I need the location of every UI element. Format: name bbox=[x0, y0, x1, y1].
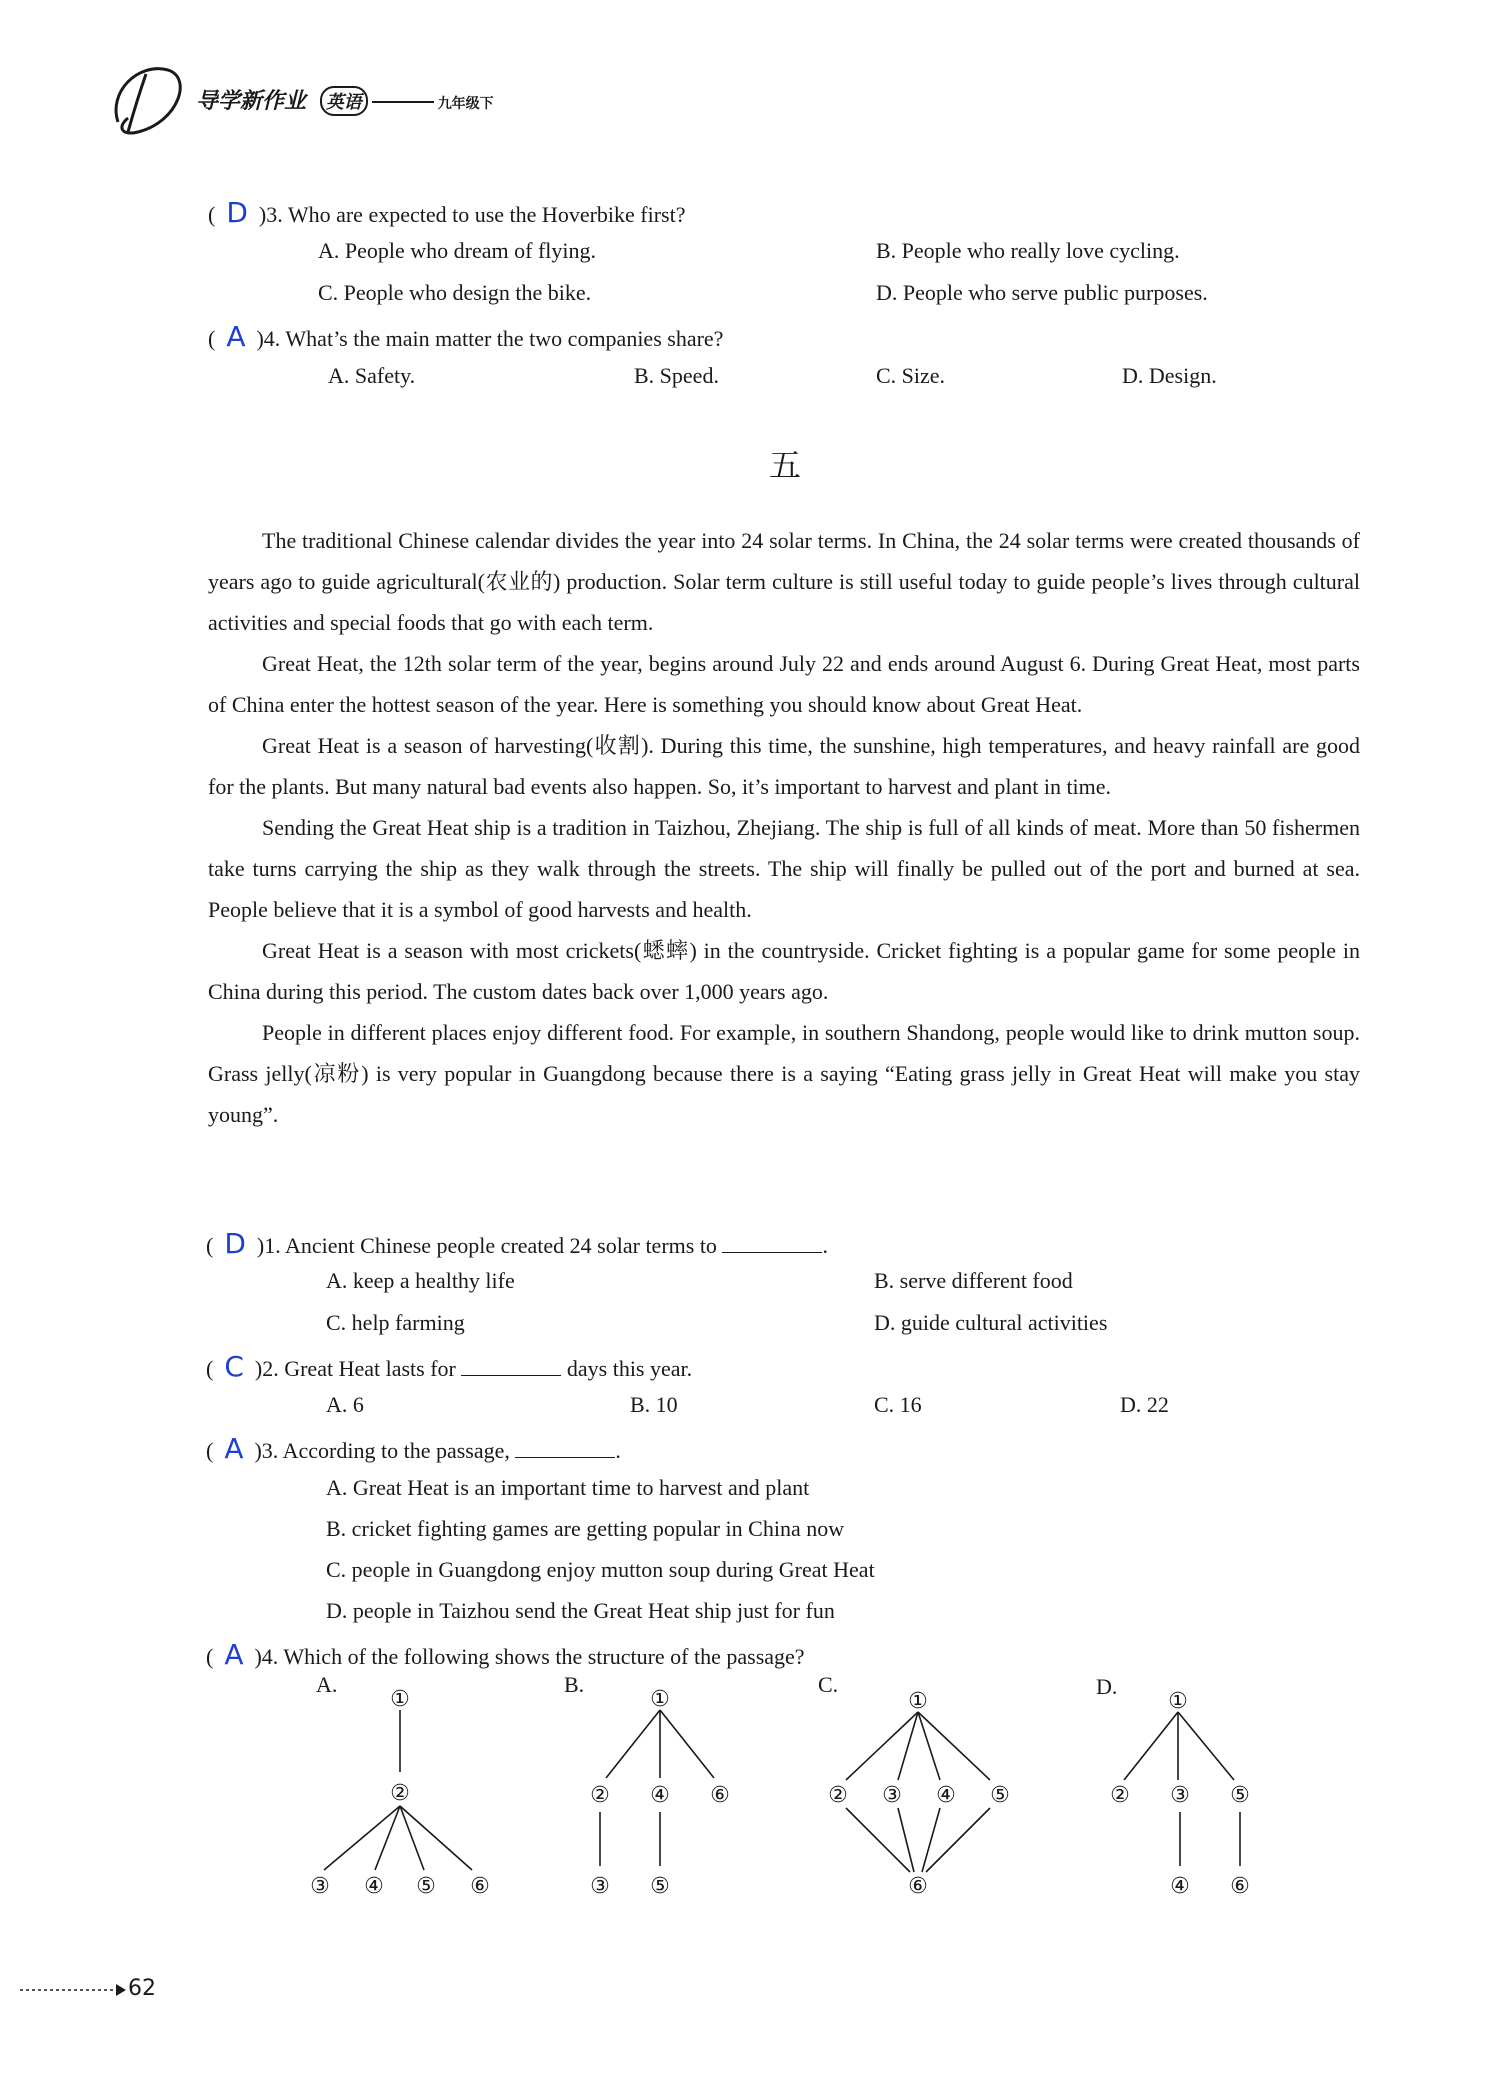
diagram-node: ⑥ bbox=[710, 1783, 730, 1808]
question-number: )2. bbox=[254, 1356, 279, 1381]
diagram-edge bbox=[926, 1808, 990, 1872]
passage-paragraph: Sending the Great Heat ship is a tradition in Taizhou, Zhejiang. The ship is full of all kinds of meat. More than 50 fishermen take turns carrying the ship as they walk through the streets. The ship will finally be pulled out of the port and burned at sea. People believe that it is a symbol of good harvests and health. bbox=[208, 815, 1360, 922]
diagram-node: ⑤ bbox=[416, 1874, 436, 1899]
question-row: ( A )4. Which of the following shows the structure of the passage? bbox=[206, 1638, 805, 1671]
passage-paragraph: Great Heat, the 12th solar term of the year, begins around July 22 and ends around August 6. During Great Heat, most parts of China enter the hottest season of the year. Here is something you should know about Great Heat. bbox=[208, 651, 1360, 717]
page-arrow-icon bbox=[116, 1984, 126, 1996]
option-c: C. 16 bbox=[874, 1392, 922, 1417]
question-row: ( D )1. Ancient Chinese people created 24 solar terms to . bbox=[206, 1227, 828, 1260]
question-number: )3. bbox=[254, 1438, 279, 1463]
passage-paragraph: The traditional Chinese calendar divides the year into 24 solar terms. In China, the 24 solar terms were created thousands of years ago to guide agricultural(农业的) production. Solar term culture is still useful today to guide people’s lives through cultural activities and special foods that go with each term. bbox=[208, 528, 1360, 635]
option-c: C. People who design the bike. bbox=[318, 280, 592, 305]
option-a: A. keep a healthy life bbox=[326, 1268, 515, 1293]
option-a: A. People who dream of flying. bbox=[318, 238, 596, 263]
diagram-node: ⑤ bbox=[990, 1783, 1010, 1808]
question-number: )3. bbox=[258, 202, 283, 227]
logo-letter: D bbox=[138, 74, 172, 125]
diagram-node: ③ bbox=[310, 1874, 330, 1899]
option-c: C. Size. bbox=[876, 363, 946, 388]
option-b: B. serve different food bbox=[874, 1268, 1073, 1293]
option-d: D. Design. bbox=[1122, 363, 1217, 388]
option-b: B. 10 bbox=[630, 1392, 678, 1417]
diagram-node: ① bbox=[650, 1687, 670, 1712]
option-c: C. help farming bbox=[326, 1310, 465, 1335]
answer-mark: A bbox=[226, 320, 246, 353]
diagram-node: ① bbox=[908, 1689, 928, 1714]
option-b: B. cricket fighting games are getting popular in China now bbox=[326, 1516, 845, 1541]
section-title: 五 bbox=[768, 446, 801, 484]
question-stem: Which of the following shows the structure of the passage? bbox=[283, 1644, 805, 1669]
option-d: D. 22 bbox=[1120, 1392, 1169, 1417]
diagram-node: ⑤ bbox=[650, 1874, 670, 1899]
diagram-node: ⑥ bbox=[908, 1874, 928, 1899]
diagram-node: ④ bbox=[650, 1783, 670, 1808]
diagram-node: ① bbox=[1168, 1689, 1188, 1714]
option-a: A. Safety. bbox=[328, 363, 416, 388]
question-number: )4. bbox=[254, 1644, 279, 1669]
passage-paragraph: People in different places enjoy different food. For example, in southern Shandong, people would like to drink mutton soup. Grass jelly(凉粉) is very popular in Guangdong because there is a saying “Eating grass jelly in Great Heat will make you stay young”. bbox=[208, 1020, 1360, 1127]
diagram-node: ③ bbox=[882, 1783, 902, 1808]
question-number: )1. bbox=[256, 1233, 281, 1258]
diagram-edge bbox=[1124, 1712, 1178, 1780]
diagram-node: ② bbox=[828, 1783, 848, 1808]
diagram-label-d: D. bbox=[1096, 1674, 1118, 1699]
diagram-node: ④ bbox=[936, 1783, 956, 1808]
diagram-edge bbox=[400, 1806, 472, 1870]
answer-mark: A bbox=[224, 1432, 244, 1465]
option-a: A. 6 bbox=[326, 1392, 364, 1417]
question-stem: Great Heat lasts for bbox=[284, 1356, 456, 1381]
question-stem: Who are expected to use the Hoverbike first? bbox=[287, 202, 686, 227]
diagram-node: ⑤ bbox=[1230, 1783, 1250, 1808]
diagram-node: ② bbox=[590, 1783, 610, 1808]
question-row: ( D )3. Who are expected to use the Hoverbike first? bbox=[208, 196, 686, 229]
diagram-edge bbox=[1178, 1712, 1234, 1780]
diagram-node: ① bbox=[390, 1687, 410, 1712]
answer-mark: D bbox=[226, 196, 248, 229]
question-stem: Ancient Chinese people created 24 solar terms to bbox=[285, 1233, 717, 1258]
option-a: A. Great Heat is an important time to harvest and plant bbox=[326, 1475, 810, 1500]
diagram-label-b: B. bbox=[564, 1672, 585, 1697]
question-stem: According to the passage, bbox=[282, 1438, 510, 1463]
diagram-edge bbox=[922, 1808, 940, 1872]
diagram-edge bbox=[606, 1710, 660, 1778]
question-row: ( A )3. According to the passage, . bbox=[206, 1432, 621, 1465]
question-stem: What’s the main matter the two companies share? bbox=[285, 326, 724, 351]
answer-mark: D bbox=[224, 1227, 246, 1260]
passage-paragraph: Great Heat is a season with most crickets(蟋蟀) in the countryside. Cricket fighting is a popular game for some people in China during this period. The custom dates back over 1,000 years ago. bbox=[208, 938, 1360, 1004]
diagram-edge bbox=[660, 1710, 714, 1778]
diagram-label-a: A. bbox=[316, 1672, 338, 1697]
subject-badge: 英语 bbox=[320, 86, 368, 116]
answer-mark: A bbox=[224, 1638, 244, 1671]
option-d: D. guide cultural activities bbox=[874, 1310, 1108, 1335]
page-number: 62 bbox=[128, 1976, 156, 2001]
diagram-node: ④ bbox=[364, 1874, 384, 1899]
diagram-node: ⑥ bbox=[470, 1874, 490, 1899]
option-d: D. people in Taizhou send the Great Heat ship just for fun bbox=[326, 1598, 835, 1623]
diagram-edge bbox=[324, 1806, 400, 1870]
diagram-node: ⑥ bbox=[1230, 1874, 1250, 1899]
passage-paragraph: Great Heat is a season of harvesting(收割). During this time, the sunshine, high temperatures, and heavy rainfall are good for the plants. But many natural bad events also happen. So, it’s important to harvest and plant in time. bbox=[208, 733, 1360, 799]
diagram-label-c: C. bbox=[818, 1672, 839, 1697]
grade-label: 九年级下 bbox=[437, 96, 494, 112]
option-b: B. Speed. bbox=[634, 363, 719, 388]
question-row: ( C )2. Great Heat lasts for days this year. bbox=[206, 1350, 693, 1383]
book-title: 导学新作业 bbox=[196, 89, 307, 114]
diagram-node: ③ bbox=[1170, 1783, 1190, 1808]
option-c: C. people in Guangdong enjoy mutton soup during Great Heat bbox=[326, 1557, 875, 1582]
diagram-node: ② bbox=[390, 1781, 410, 1806]
diagram-node: ② bbox=[1110, 1783, 1130, 1808]
diagram-node: ④ bbox=[1170, 1874, 1190, 1899]
answer-mark: C bbox=[224, 1350, 244, 1383]
diagram-node: ③ bbox=[590, 1874, 610, 1899]
question-row: ( A )4. What’s the main matter the two companies share? bbox=[208, 320, 724, 353]
option-d: D. People who serve public purposes. bbox=[876, 280, 1208, 305]
question-number: )4. bbox=[256, 326, 281, 351]
option-b: B. People who really love cycling. bbox=[876, 238, 1180, 263]
